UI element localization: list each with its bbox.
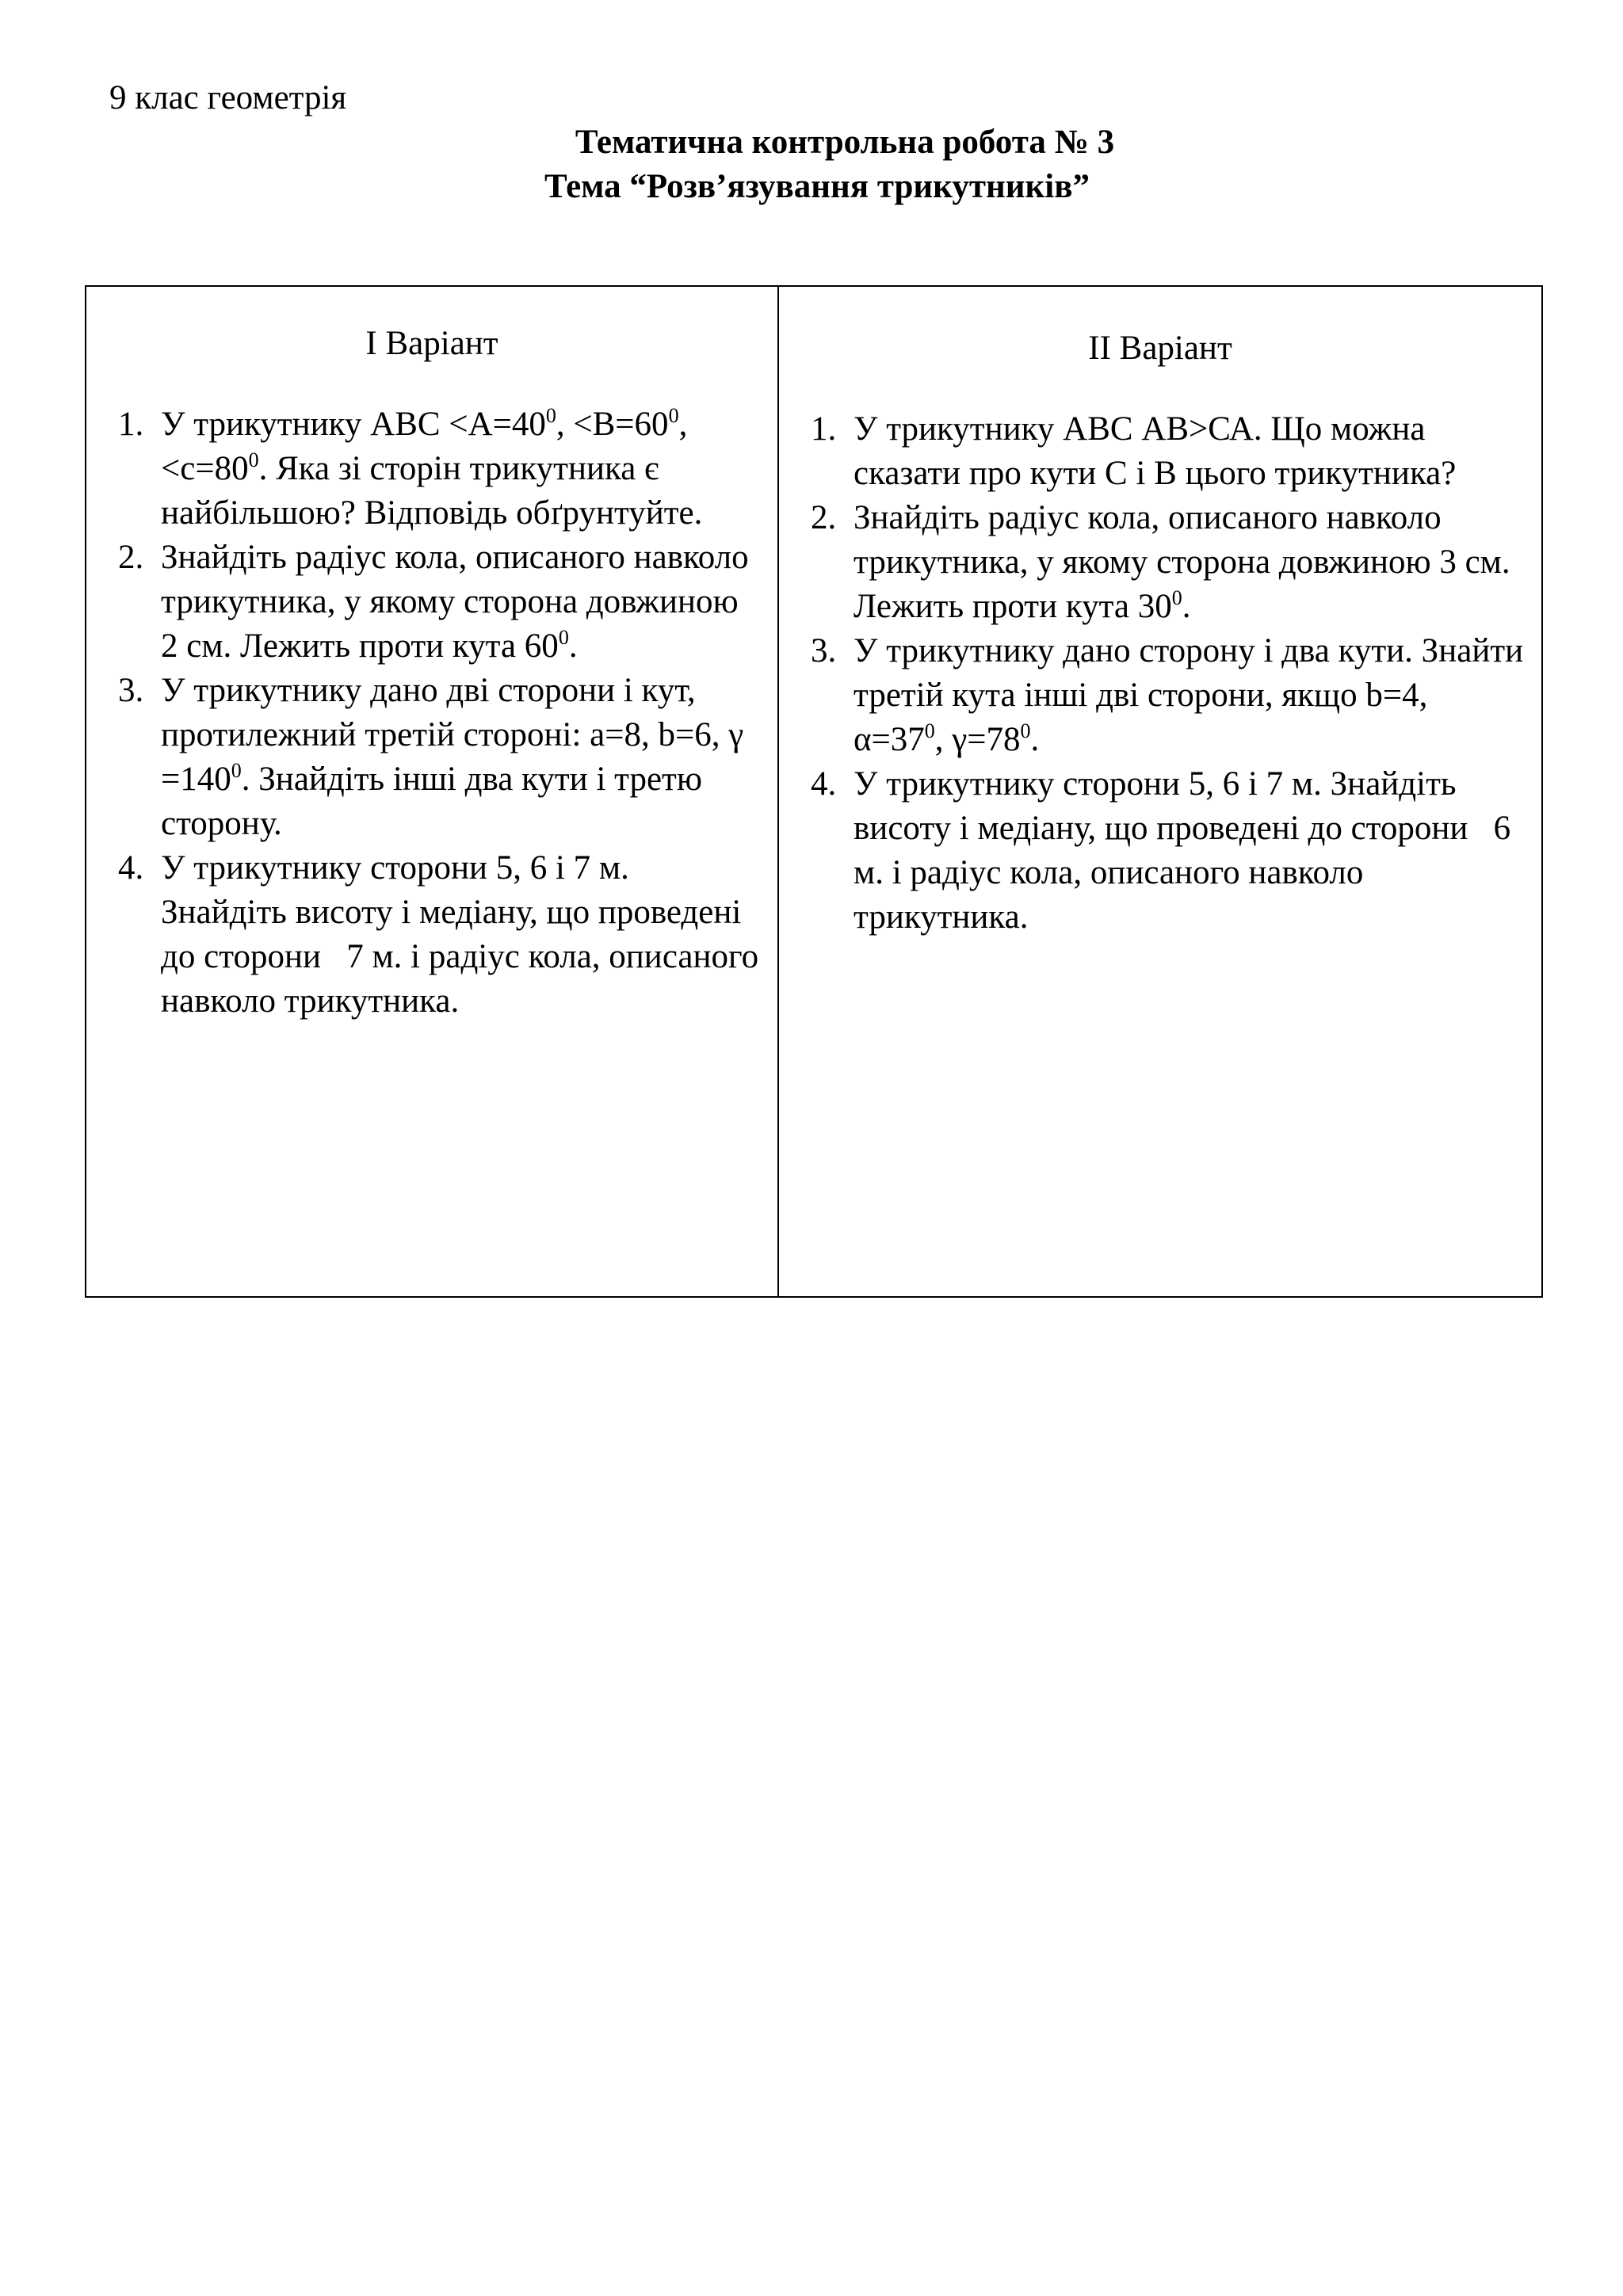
task-number: 4. xyxy=(118,849,144,887)
task-number: 4. xyxy=(811,765,837,803)
task-text: Знайдіть радіус кола, описаного навколо трикутника, у якому сторона довжиною 2 см. Лежить проти кута $60^0$. xyxy=(161,539,749,665)
task-number: 3. xyxy=(118,672,144,709)
task-number: 2. xyxy=(811,499,837,536)
variant-1-task-list xyxy=(112,402,767,1024)
document-topic: Тема “Розв’язування трикутників” xyxy=(544,168,1090,205)
variant-2-cell xyxy=(778,286,1542,1297)
task-text: У трикутнику АВС $<A=40^0$, $<B=60^0$, $<c=80^0$. Яка зі сторін трикутника є найбільшою? Відповідь обґрунтуйте. xyxy=(161,404,703,532)
task-text: У трикутнику АВС АВ>СА. Що можна сказати про кути С і В цього трикутника? xyxy=(854,410,1457,492)
task-number: 2. xyxy=(118,539,144,576)
task-item xyxy=(112,536,762,669)
task-item xyxy=(804,496,1526,629)
task-text: У трикутнику дано дві сторони і кут, протилежний третій стороні: a=8, b=6, $\gamma =140^0$. Знайдіть інші два кути і третю сторону. xyxy=(161,672,744,842)
degree-superscript: 0 xyxy=(668,404,679,427)
variant-1-cell xyxy=(86,286,778,1297)
task-item xyxy=(804,762,1526,940)
task-number: 3. xyxy=(811,632,837,669)
degree-superscript: 0 xyxy=(545,404,556,427)
task-item xyxy=(112,669,762,846)
grade-label: 9 клас геометрія xyxy=(109,79,347,116)
variant-1-title: I Варіант xyxy=(365,325,498,362)
task-item xyxy=(112,846,767,1024)
task-number: 1. xyxy=(811,410,837,448)
variant-2-task-list xyxy=(804,407,1526,940)
document-title: Тематична контрольна робота № 3 xyxy=(575,124,1115,161)
task-item xyxy=(112,402,762,536)
variant-2-title: II Варіант xyxy=(1088,330,1232,367)
degree-superscript: 0 xyxy=(924,719,935,742)
degree-superscript: 0 xyxy=(231,759,242,782)
task-text: У трикутнику сторони 5, 6 і 7 м. Знайдіть висоту і медіану, що проведені до сторони 6 м. і радіус кола, описаного навколо трикутника. xyxy=(854,765,1519,936)
variants-table xyxy=(85,285,1543,1298)
degree-superscript: 0 xyxy=(558,626,569,649)
degree-superscript: 0 xyxy=(1020,719,1031,742)
task-number: 1. xyxy=(118,406,144,443)
document-header xyxy=(0,120,1623,209)
task-text: У трикутнику сторони 5, 6 і 7 м. Знайдіть висоту і медіану, що проведені до сторони 7 м. і радіус кола, описаного навколо трикутника. xyxy=(161,849,767,1020)
task-text: У трикутнику дано сторону і два кути. Знайти третій кута інші дві сторони, якщо b=4, $\alpha=37^0$, $\gamma=78^0$. xyxy=(854,632,1524,758)
task-item xyxy=(804,629,1526,762)
degree-superscript: 0 xyxy=(248,448,259,471)
task-text: Знайдіть радіус кола, описаного навколо трикутника, у якому сторона довжиною 3 см. Лежить проти кута $30^0$. xyxy=(854,499,1510,625)
task-item xyxy=(804,407,1526,496)
degree-superscript: 0 xyxy=(1171,586,1182,609)
